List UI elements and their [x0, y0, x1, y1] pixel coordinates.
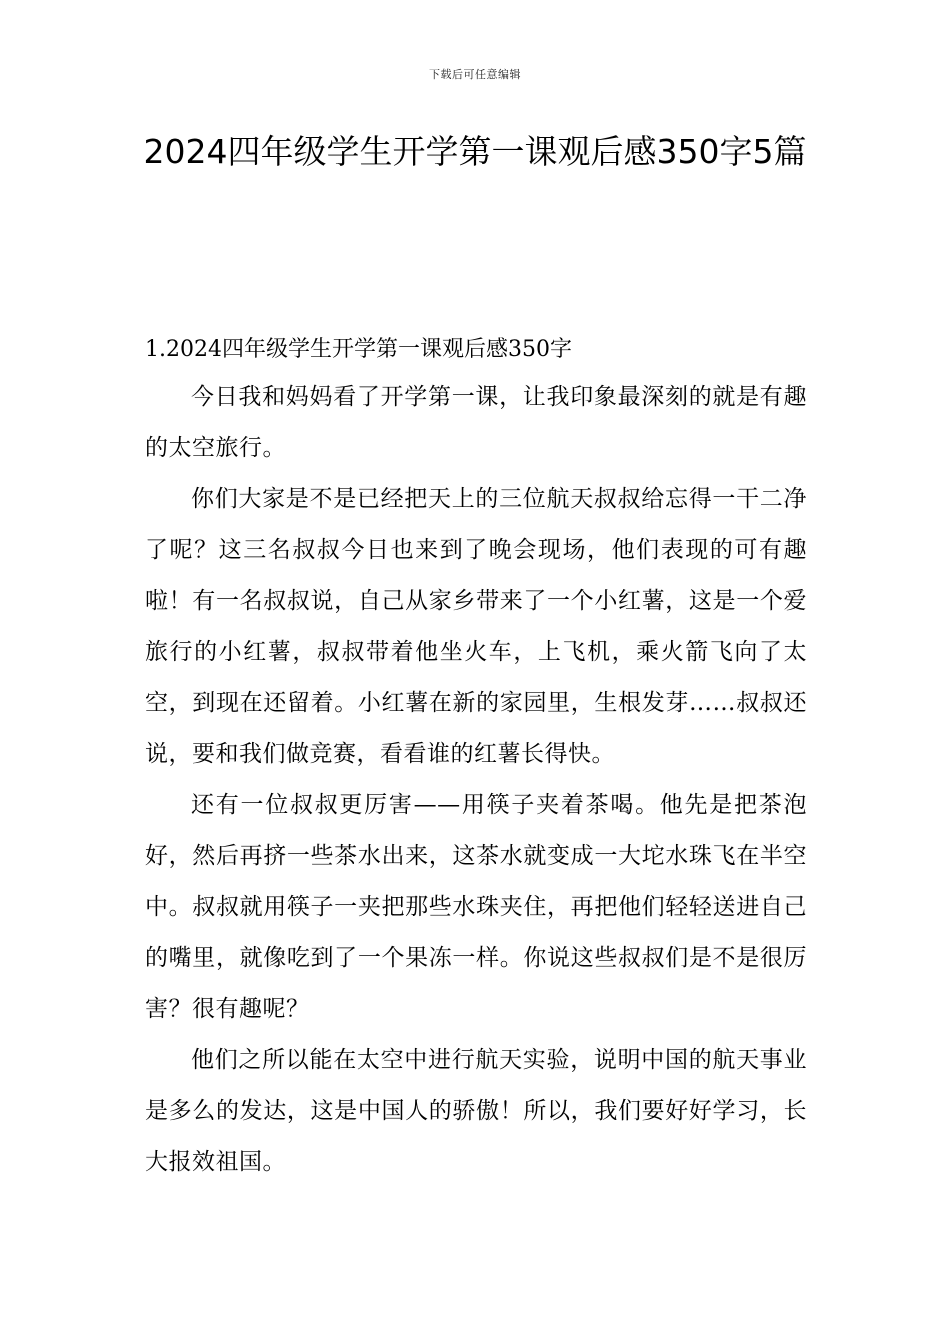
document-body [145, 330, 807, 1188]
section-heading: 1.2024四年级学生开学第一课观后感350字 [145, 337, 572, 362]
paragraph: 今日我和妈妈看了开学第一课，让我印象最深刻的就是有趣的太空旅行。 [145, 384, 807, 461]
paragraph: 你们大家是不是已经把天上的三位航天叔叔给忘得一干二净了呢？这三名叔叔今日也来到了晚会现场，他们表现的可有趣啦！有一名叔叔说，自己从家乡带来了一个小红薯，这是一个爱旅行的小红薯，叔叔带着他坐火车，上飞机，乘火箭飞向了太空，到现在还留着。小红薯在新的家园里，生根发芽……叔叔还说，要和我们做竞赛，看看谁的红薯长得快。 [145, 486, 807, 767]
paragraph: 他们之所以能在太空中进行航天实验，说明中国的航天事业是多么的发达，这是中国人的骄傲！所以，我们要好好学习，长大报效祖国。 [145, 1047, 807, 1175]
paragraph: 还有一位叔叔更厉害——用筷子夹着茶喝。他先是把茶泡好，然后再挤一些茶水出来，这茶水就变成一大坨水珠飞在半空中。叔叔就用筷子一夹把那些水珠夹住，再把他们轻轻送进自己的嘴里，就像吃到了一个果冻一样。你说这些叔叔们是不是很厉害？很有趣呢？ [145, 792, 807, 1022]
header-note: 下载后可任意编辑 [429, 68, 521, 81]
document-title: 2024四年级学生开学第一课观后感350字5篇 [143, 132, 807, 171]
